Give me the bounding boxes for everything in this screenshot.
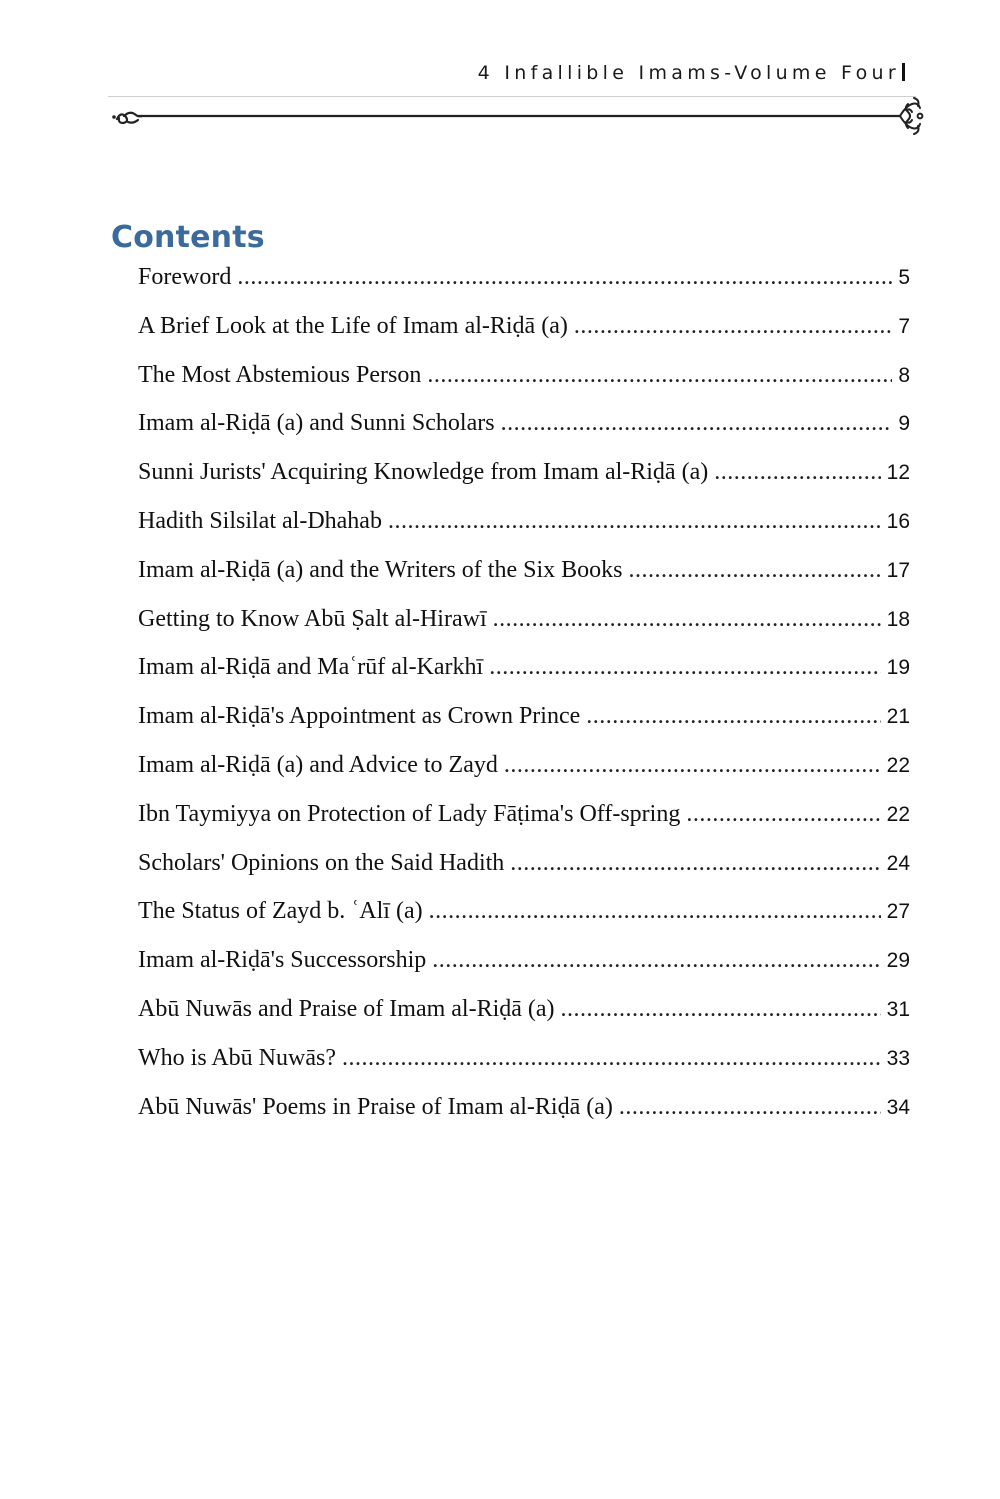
toc-entry-sunni-scholars[interactable] xyxy=(138,410,910,459)
toc-entry-status-zayd[interactable] xyxy=(138,898,910,947)
toc-entry-most-abstemious[interactable] xyxy=(138,362,910,411)
toc-entry-six-books[interactable] xyxy=(138,557,910,606)
toc-entry-label: Imam al-Riḍā (a) and Sunni Scholars xyxy=(138,410,495,437)
dot-leader xyxy=(501,410,893,437)
dot-leader xyxy=(388,508,881,535)
dot-leader xyxy=(586,703,880,730)
dot-leader xyxy=(714,459,880,486)
toc-entry-who-is-abu-nuwas[interactable] xyxy=(138,1045,910,1094)
toc-entry-scholars-opinions[interactable] xyxy=(138,850,910,899)
toc-entry-hadith-silsilat[interactable] xyxy=(138,508,910,557)
dot-leader xyxy=(427,362,892,389)
toc-entry-label: Ibn Taymiyya on Protection of Lady Fāṭima's Off-spring xyxy=(138,800,681,827)
toc-entry-brief-look[interactable] xyxy=(138,313,910,362)
toc-entry-page: 12 xyxy=(886,461,910,485)
dot-leader xyxy=(504,752,881,779)
toc-entry-page: 33 xyxy=(886,1046,910,1070)
toc-entry-label: A Brief Look at the Life of Imam al-Riḍā (a) xyxy=(138,312,568,339)
left-flourish-icon xyxy=(112,113,142,123)
toc-entry-page: 24 xyxy=(886,851,910,875)
contents-heading: Contents xyxy=(111,220,265,255)
toc-entry-page: 27 xyxy=(886,900,910,924)
toc-entry-page: 21 xyxy=(886,705,910,729)
toc-entry-abu-nuwas-poems[interactable] xyxy=(138,1094,910,1143)
toc-entry-page: 34 xyxy=(886,1095,910,1119)
toc-entry-label: Abū Nuwās' Poems in Praise of Imam al-Riḍā (a) xyxy=(138,1093,613,1120)
dot-leader xyxy=(342,1045,881,1072)
dot-leader xyxy=(429,898,881,925)
dot-leader xyxy=(237,264,892,291)
dot-leader xyxy=(619,1094,881,1121)
toc-entry-label: Imam al-Riḍā's Appointment as Crown Prince xyxy=(138,703,581,730)
toc-entry-maruf-karkhi[interactable] xyxy=(138,654,910,703)
toc-entry-page: 8 xyxy=(898,363,910,387)
dot-leader xyxy=(628,557,880,584)
dot-leader xyxy=(574,313,892,340)
toc-entry-crown-prince[interactable] xyxy=(138,703,910,752)
header-bar xyxy=(902,63,905,81)
toc-entry-page: 29 xyxy=(886,949,910,973)
toc-entry-page: 19 xyxy=(886,656,910,680)
toc-entry-sunni-jurists[interactable] xyxy=(138,459,910,508)
toc-entry-label: Sunni Jurists' Acquiring Knowledge from Imam al-Riḍā (a) xyxy=(138,459,709,486)
toc-entry-label: Hadith Silsilat al-Dhahab xyxy=(138,507,382,534)
right-flourish-icon xyxy=(900,98,922,134)
toc-entry-page: 7 xyxy=(898,314,910,338)
dot-leader xyxy=(432,947,880,974)
toc-entry-label: Who is Abū Nuwās? xyxy=(138,1044,336,1071)
toc-entry-abu-nuwas-praise[interactable] xyxy=(138,996,910,1045)
toc-entry-label: Getting to Know Abū Ṣalt al-Hirawī xyxy=(138,605,487,632)
running-header xyxy=(478,62,905,84)
toc-entry-page: 17 xyxy=(886,558,910,582)
toc-entry-label: Imam al-Riḍā (a) and Advice to Zayd xyxy=(138,751,498,778)
toc-entry-label: The Status of Zayd b. ʿAlī (a) xyxy=(138,898,423,925)
toc-entry-page: 31 xyxy=(886,997,910,1021)
toc-entry-label: Imam al-Riḍā (a) and the Writers of the Six Books xyxy=(138,556,623,583)
toc-entry-label: The Most Abstemious Person xyxy=(138,361,422,388)
dot-leader xyxy=(493,606,881,633)
toc-entry-successorship[interactable] xyxy=(138,947,910,996)
toc-entry-label: Abū Nuwās and Praise of Imam al-Riḍā (a) xyxy=(138,995,555,1022)
toc-entry-page: 18 xyxy=(886,607,910,631)
toc-list xyxy=(138,264,910,1142)
dot-leader xyxy=(686,801,880,828)
toc-entry-page: 16 xyxy=(886,509,910,533)
toc-entry-ibn-taymiyya[interactable] xyxy=(138,801,910,850)
running-header-title: 4 Infallible Imams-Volume Four xyxy=(477,62,900,84)
dot-leader xyxy=(489,654,880,681)
dot-leader xyxy=(561,996,881,1023)
toc-entry-label: Scholars' Opinions on the Said Hadith xyxy=(138,849,505,876)
toc-entry-label: Imam al-Riḍā and Maʿrūf al-Karkhī xyxy=(138,654,484,681)
toc-entry-label: Foreword xyxy=(138,264,232,290)
toc-entry-abu-salt[interactable] xyxy=(138,606,910,655)
toc-entry-foreword[interactable] xyxy=(138,264,910,313)
toc-entry-page: 22 xyxy=(886,753,910,777)
toc-entry-label: Imam al-Riḍā's Successorship xyxy=(138,947,427,974)
toc-entry-advice-zayd[interactable] xyxy=(138,752,910,801)
dot-leader xyxy=(510,850,880,877)
ornamental-divider xyxy=(108,92,928,140)
toc-entry-page: 22 xyxy=(886,802,910,826)
toc-entry-page: 5 xyxy=(898,266,910,289)
toc-entry-page: 9 xyxy=(898,412,910,436)
